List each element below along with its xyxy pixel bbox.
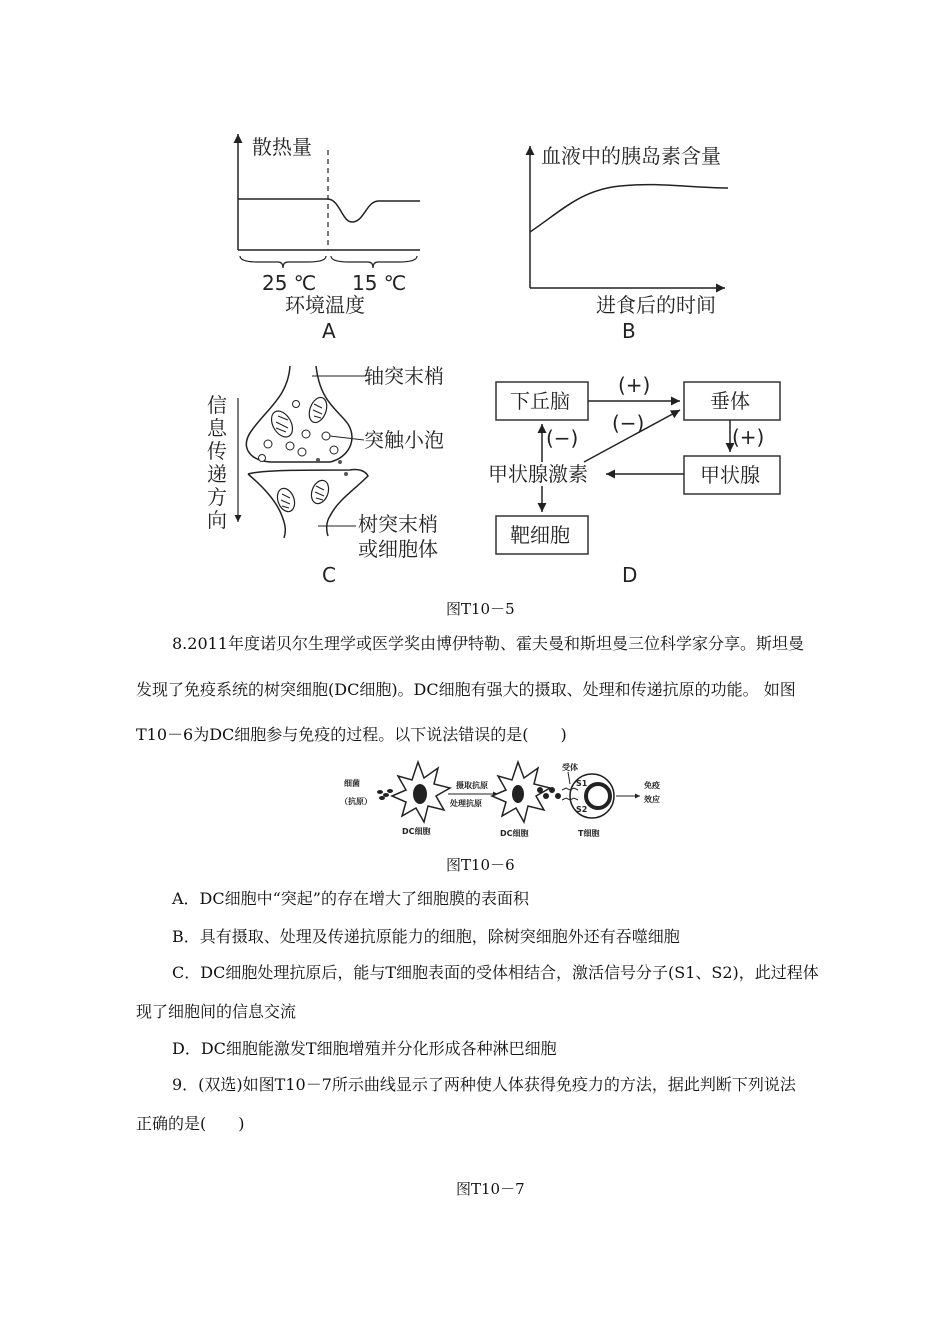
effect-line-1: 免疫 — [644, 781, 660, 790]
panel-b-letter: B — [622, 319, 636, 343]
panel-a-range-right: 15 ℃ — [352, 271, 407, 295]
panel-a-y-label: 散热量 — [252, 135, 312, 159]
insulin-curve — [530, 185, 728, 232]
q9-line2: 正确的是( ) — [136, 1114, 245, 1133]
uptake-label: 摄取抗原 — [456, 781, 488, 790]
box-hypothalamus: 下丘脑 — [510, 389, 570, 413]
figure-t10-5 — [0, 0, 950, 600]
panel-a-letter: A — [322, 319, 336, 343]
box-target: 靶细胞 — [510, 523, 570, 547]
panel-d — [488, 373, 780, 587]
antigen-label: （抗原） — [340, 797, 372, 806]
dendrite-label-2: 或细胞体 — [358, 537, 438, 561]
dc-cell-1-label: DC细胞 — [402, 827, 431, 836]
q8-line2: 发现了免疫系统的树突细胞(DC细胞)。DC细胞有强大的摄取、处理和传递抗原的功能。 如图 — [136, 680, 796, 699]
panel-a-x-label: 环境温度 — [285, 293, 365, 317]
axon-label: 轴突末梢 — [364, 364, 444, 388]
q8-option-a: A．DC细胞中“突起”的存在增大了细胞膜的表面积 — [172, 889, 529, 908]
receptor-label: 受体 — [562, 763, 578, 772]
figure-t10-7-caption: 图T10－7 — [456, 1180, 525, 1198]
panel-b-x-label: 进食后的时间 — [596, 293, 716, 317]
vesicle-label: 突触小泡 — [364, 428, 444, 452]
panel-d-letter: D — [622, 563, 638, 587]
panel-b-y-label: 血液中的胰岛素含量 — [541, 144, 721, 168]
figure-t10-6-caption: 图T10－6 — [446, 856, 515, 874]
q8-line1: 8.2011年度诺贝尔生理学或医学奖由博伊特勒、霍夫曼和斯坦曼三位科学家分享。斯坦曼 — [172, 634, 804, 653]
panel-b — [530, 144, 728, 343]
minus-1: (−) — [546, 426, 579, 450]
dendrite-label-1: 树突末梢 — [358, 512, 438, 536]
plus-2: (+) — [732, 425, 765, 449]
direction-label: 信息传递方向 — [207, 393, 227, 532]
t-cell-label: T细胞 — [578, 829, 600, 838]
figure-t10-5-caption: 图T10－5 — [446, 600, 515, 618]
box-pituitary: 垂体 — [710, 389, 750, 413]
effect-line-2: 效应 — [644, 795, 660, 804]
q8-option-d: D．DC细胞能激发T细胞增殖并分化形成各种淋巴细胞 — [172, 1039, 557, 1058]
q8-option-c-line2: 现了细胞间的信息交流 — [136, 1002, 297, 1021]
plus-1: (+) — [618, 373, 651, 397]
panel-a-range-left: 25 ℃ — [262, 271, 317, 295]
q8-option-b: B．具有摄取、处理及传递抗原能力的细胞，除树突细胞外还有吞噬细胞 — [172, 927, 680, 946]
q8-line3: T10－6为DC细胞参与免疫的过程。以下说法错误的是( ) — [136, 725, 567, 744]
bacteria-label: 细菌 — [344, 779, 360, 788]
s2-label: S2 — [576, 805, 588, 814]
panel-c — [207, 364, 444, 587]
figure-t10-6 — [340, 758, 670, 846]
hormone-label: 甲状腺激素 — [488, 462, 588, 486]
panel-a — [238, 134, 420, 343]
q8-option-c-line1: C．DC细胞处理抗原后，能与T细胞表面的受体相结合，激活信号分子(S1、S2)，此过程体 — [172, 963, 819, 982]
process-label: 处理抗原 — [450, 799, 482, 808]
q9-line1: 9．(双选)如图T10－7所示曲线显示了两种使人体获得免疫力的方法，据此判断下列说法 — [172, 1075, 796, 1094]
box-thyroid: 甲状腺 — [700, 463, 760, 487]
panel-c-letter: C — [322, 563, 336, 587]
s1-label: S1 — [576, 779, 588, 788]
dc-cell-2-label: DC细胞 — [500, 829, 529, 838]
minus-2: (−) — [612, 411, 645, 435]
heat-curve — [328, 199, 420, 222]
